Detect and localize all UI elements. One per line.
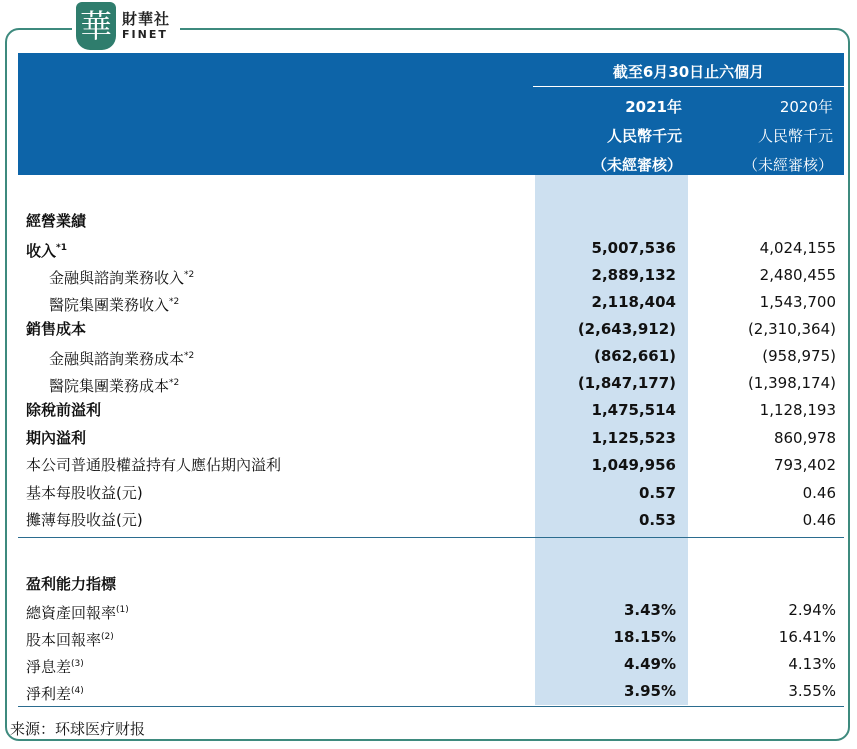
finet-logo bbox=[72, 0, 180, 52]
value-2021: 1,049,956 bbox=[591, 456, 676, 474]
row-label: 攤薄每股收益(元) bbox=[26, 511, 143, 529]
value-2020: 2.94% bbox=[788, 601, 836, 619]
value-2021: 0.57 bbox=[638, 484, 676, 502]
table-header bbox=[18, 53, 844, 175]
table-row bbox=[26, 624, 836, 651]
section-title-profitability bbox=[26, 571, 836, 598]
value-2020: 793,402 bbox=[773, 456, 836, 474]
section-title: 盈利能力指標 bbox=[26, 575, 117, 593]
value-2020: (2,310,364) bbox=[747, 320, 836, 338]
row-label: 本公司普通股權益持有人應佔期內溢利 bbox=[26, 456, 282, 474]
value-2021: (862,661) bbox=[593, 347, 676, 365]
row-label: 淨息差$^{(3)}$ bbox=[26, 658, 84, 676]
table-row bbox=[26, 370, 836, 397]
year-2021: 2021年 bbox=[625, 98, 682, 116]
value-2020: 4.13% bbox=[788, 655, 836, 673]
table-bottom-rule bbox=[18, 706, 844, 707]
value-2021: 18.15% bbox=[613, 628, 676, 646]
value-2020: 3.55% bbox=[788, 682, 836, 700]
section-title-operating-results bbox=[26, 208, 836, 235]
row-label: 淨利差$^{(4)}$ bbox=[26, 685, 84, 703]
row-label: 銷售成本 bbox=[26, 320, 87, 338]
table-row bbox=[26, 343, 836, 370]
table-row bbox=[26, 316, 836, 343]
table-row bbox=[26, 235, 836, 262]
section-title: 經營業績 bbox=[26, 212, 87, 230]
value-2021: 3.43% bbox=[623, 601, 676, 619]
audit-note-2020: （未經審核） bbox=[742, 156, 833, 174]
value-2021: 3.95% bbox=[623, 682, 676, 700]
table-row bbox=[26, 678, 836, 705]
value-2020: 4,024,155 bbox=[759, 239, 836, 257]
row-label: 醫院集團業務成本$^{*2}$ bbox=[49, 377, 180, 395]
value-2021: 2,889,132 bbox=[591, 266, 676, 284]
row-label: 金融與諮詢業務收入$^{*2}$ bbox=[49, 269, 195, 287]
row-label: 總資產回報率$^{(1)}$ bbox=[26, 604, 129, 622]
value-2021: 1,125,523 bbox=[591, 429, 676, 447]
value-2020: 1,543,700 bbox=[759, 293, 836, 311]
table-row bbox=[26, 289, 836, 316]
value-2021: 5,007,536 bbox=[591, 239, 676, 257]
logo-seal: 華 bbox=[76, 2, 116, 50]
row-label: 股本回報率$^{(2)}$ bbox=[26, 631, 114, 649]
value-2020: (958,975) bbox=[762, 347, 836, 365]
row-label: 醫院集團業務收入$^{*2}$ bbox=[49, 296, 180, 314]
year-2020: 2020年 bbox=[779, 98, 833, 116]
row-label: 金融與諮詢業務成本$^{*2}$ bbox=[49, 350, 195, 368]
table-row bbox=[26, 452, 836, 479]
value-2020: (1,398,174) bbox=[747, 374, 836, 392]
audit-note-2021: （未經審核） bbox=[591, 156, 682, 174]
logo-text bbox=[122, 12, 170, 40]
table-row bbox=[26, 262, 836, 289]
table-row bbox=[26, 397, 836, 424]
column-2020-heading bbox=[683, 93, 833, 180]
table-row bbox=[26, 425, 836, 452]
unit-2020: 人民幣千元 bbox=[757, 127, 833, 145]
row-label: 期內溢利 bbox=[26, 429, 87, 447]
value-2021: (1,847,177) bbox=[577, 374, 676, 392]
table-row bbox=[26, 507, 836, 534]
value-2021: 1,475,514 bbox=[591, 401, 676, 419]
value-2020: 2,480,455 bbox=[759, 266, 836, 284]
row-label: 基本每股收益(元) bbox=[26, 484, 143, 502]
logo-name-en: FINET bbox=[122, 28, 168, 41]
table-row bbox=[26, 651, 836, 678]
value-2020: 1,128,193 bbox=[759, 401, 836, 419]
row-label: 除稅前溢利 bbox=[26, 401, 102, 419]
row-label: 收入$^{*1}$ bbox=[26, 242, 67, 260]
value-2021: (2,643,912) bbox=[577, 320, 676, 338]
unit-2021: 人民幣千元 bbox=[606, 127, 682, 145]
value-2020: 860,978 bbox=[773, 429, 836, 447]
logo-name-zh: 財華社 bbox=[122, 10, 171, 28]
section-divider bbox=[18, 537, 844, 538]
period-heading: 截至6月30日止六個月 bbox=[612, 63, 765, 81]
period-underline bbox=[533, 86, 844, 87]
table-row bbox=[26, 480, 836, 507]
value-2021: 0.53 bbox=[638, 511, 676, 529]
value-2021: 2,118,404 bbox=[591, 293, 676, 311]
value-2020: 16.41% bbox=[778, 628, 836, 646]
table-row bbox=[26, 597, 836, 624]
column-2021-heading bbox=[529, 93, 682, 180]
source-note: 来源：环球医疗财报 bbox=[10, 720, 146, 738]
value-2021: 4.49% bbox=[623, 655, 676, 673]
value-2020: 0.46 bbox=[802, 484, 836, 502]
value-2020: 0.46 bbox=[802, 511, 836, 529]
